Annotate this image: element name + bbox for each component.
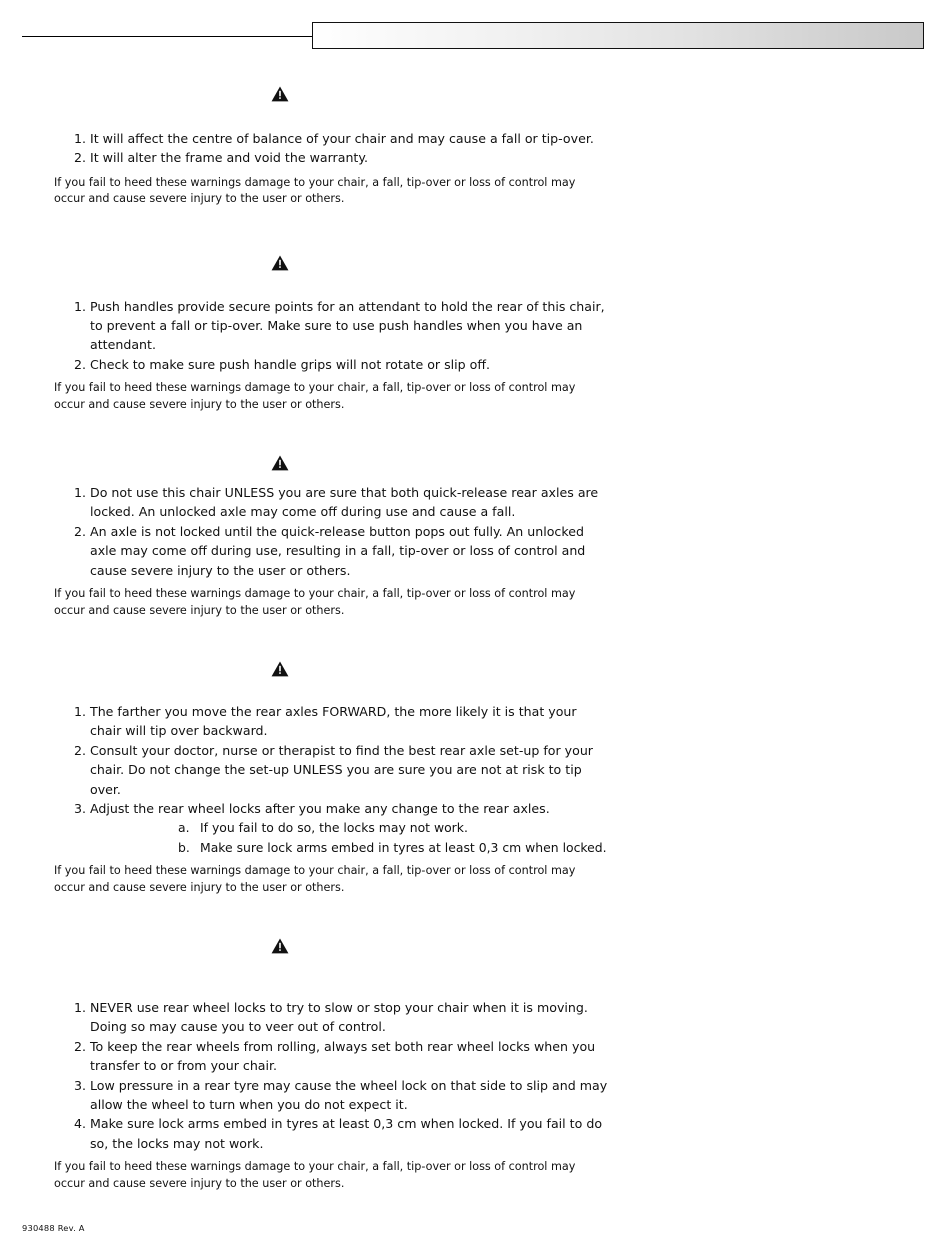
warning-footnote: If you fail to heed these warnings damage to your chair, a fall, tip-over or loss of control may occur and cause severe injury to the user or others. [54,1160,576,1190]
warning-block [0,86,950,208]
warning-icon-wrap [0,255,560,271]
list-item-text: Consult your doctor, nurse or therapist to find the best rear axle set-up for your chair. Do not change the set-up UNLESS you are sure you are not at risk to tip over. [90,742,593,797]
sublist-item [90,818,950,837]
list-item [0,483,950,522]
sublist-item-number: a. [178,820,190,836]
warning-list [0,129,950,168]
list-item-number: 4. [73,1116,86,1132]
header-gradient-bar [312,22,924,49]
list-item-text: The farther you move the rear axles FORWARD, the more likely it is that your chair will tip over backward. [90,703,577,739]
warning-sublist [90,818,950,857]
list-item-text: Adjust the rear wheel locks after you make any change to the rear axles. [90,800,550,816]
warning-block [0,938,950,1192]
warning-icon-wrap [0,938,560,954]
warning-triangle-icon [271,86,289,102]
document-id-footer: 930488 Rev. A [22,1223,85,1233]
warning-list [0,998,950,1153]
warning-footnote: If you fail to heed these warnings damage to your chair, a fall, tip-over or loss of control may occur and cause severe injury to the user or others. [54,587,576,617]
list-item [0,148,950,167]
list-item-text: Push handles provide secure points for an attendant to hold the rear of this chair, to prevent a fall or tip-over. Make sure to use push handles when you have an attendant. [90,298,605,353]
list-item-number: 2. [73,1038,86,1054]
warning-icon-wrap [0,455,560,471]
warning-list [0,483,950,580]
list-item [0,1076,950,1115]
warning-block [0,255,950,413]
warning-triangle-icon [271,255,289,271]
sublist-item-text: Make sure lock arms embed in tyres at least 0,3 cm when locked. [200,839,607,855]
list-item-number: 2. [73,356,86,372]
list-item-text: NEVER use rear wheel locks to try to slow or stop your chair when it is moving. Doing so may cause you to veer out of control. [90,999,588,1035]
list-item-number: 2. [73,150,86,166]
warning-block [0,455,950,619]
list-item [0,799,950,857]
list-item [0,355,950,374]
list-item-number: 1. [73,999,86,1015]
warning-list [0,297,950,375]
list-item-number: 2. [73,523,86,539]
list-item-text: It will affect the centre of balance of your chair and may cause a fall or tip-over. [90,131,594,146]
warning-icon-wrap [0,661,560,677]
list-item [0,297,950,355]
warning-icon-wrap [0,86,560,102]
list-item-text: Check to make sure push handle grips will not rotate or slip off. [90,356,491,372]
list-item-number: 3. [73,1077,86,1093]
list-item-number: 1. [73,298,86,314]
list-item [0,1114,950,1153]
page-header [22,22,924,50]
list-item [0,1037,950,1076]
warning-triangle-icon [271,938,289,954]
list-item-text: To keep the rear wheels from rolling, always set both rear wheel locks when you transfer to or from your chair. [90,1038,596,1074]
list-item [0,702,950,741]
header-divider [312,22,313,49]
list-item [0,522,950,580]
list-item [0,129,950,148]
list-item-text: It will alter the frame and void the warranty. [90,150,369,166]
list-item-number: 3. [73,800,86,816]
document-content [0,86,950,1192]
list-item [0,741,950,799]
list-item [0,998,950,1037]
list-item-text: Make sure lock arms embed in tyres at least 0,3 cm when locked. If you fail to do so, the locks may not work. [90,1116,603,1151]
list-item-text: Do not use this chair UNLESS you are sure that both quick-release rear axles are locked. An unlocked axle may come off during use and cause a fall. [90,485,599,520]
sublist-item-number: b. [178,839,190,855]
warning-block [0,661,950,896]
sublist-item [90,838,950,857]
warning-triangle-icon [271,455,289,471]
warning-footnote: If you fail to heed these warnings damage to your chair, a fall, tip-over or loss of control may occur and cause severe injury to the user or others. [54,864,576,894]
header-left-rule [22,36,312,37]
list-item-number: 1. [73,485,86,501]
warning-triangle-icon [271,661,289,677]
warning-footnote: If you fail to heed these warnings damage to your chair, a fall, tip-over or loss of control may occur and cause severe injury to the user or others. [54,175,576,206]
list-item-text: Low pressure in a rear tyre may cause the wheel lock on that side to slip and may allow the wheel to turn when you do not expect it. [90,1077,608,1112]
list-item-text: An axle is not locked until the quick-release button pops out fully. An unlocked axle may come off during use, resulting in a fall, tip-over or loss of control and cause severe injury to the user or others. [90,523,586,578]
sublist-item-text: If you fail to do so, the locks may not work. [200,820,468,836]
list-item-number: 1. [73,703,86,719]
warning-list [0,702,950,857]
warning-footnote: If you fail to heed these warnings damage to your chair, a fall, tip-over or loss of control may occur and cause severe injury to the user or others. [54,381,576,411]
list-item-number: 1. [73,131,86,146]
list-item-number: 2. [73,742,86,758]
